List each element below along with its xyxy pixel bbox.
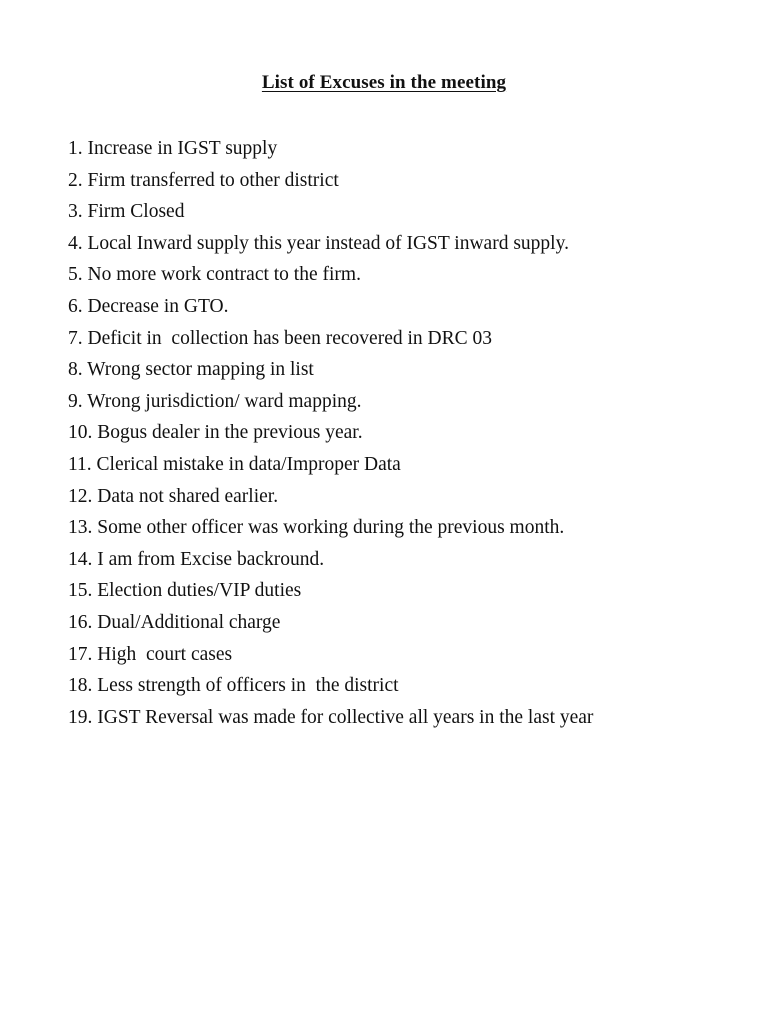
list-item: 17. High court cases [68,643,233,665]
list-item: 5. No more work contract to the firm. [68,264,361,286]
document-title: List of Excuses in the meeting [261,72,507,93]
list-item: 13. Some other officer was working during the previous month. [68,517,565,539]
list-item: 3. Firm Closed [68,201,185,223]
list-item: 11. Clerical mistake in data/Improper Data [68,453,401,475]
list-item: 6. Decrease in GTO. [68,295,229,317]
list-item: 14. I am from Excise backround. [68,548,325,570]
list-item: 19. IGST Reversal was made for collective all years in the last year [68,706,594,728]
list-item: 4. Local Inward supply this year instead of IGST inward supply. [68,232,569,254]
list-item: 1. Increase in IGST supply [68,138,278,159]
list-item: 8. Wrong sector mapping in list [68,359,314,381]
list-item: 18. Less strength of officers in the district [68,675,399,697]
excuse-list [68,133,708,733]
list-item: 16. Dual/Additional charge [68,611,281,633]
list-item: 10. Bogus dealer in the previous year. [68,422,363,444]
list-item: 12. Data not shared earlier. [68,485,279,507]
list-item: 15. Election duties/VIP duties [68,580,302,602]
list-item: 2. Firm transferred to other district [68,169,339,191]
list-item: 7. Deficit in collection has been recovered in DRC 03 [68,327,492,349]
list-item: 9. Wrong jurisdiction/ ward mapping. [68,390,362,412]
